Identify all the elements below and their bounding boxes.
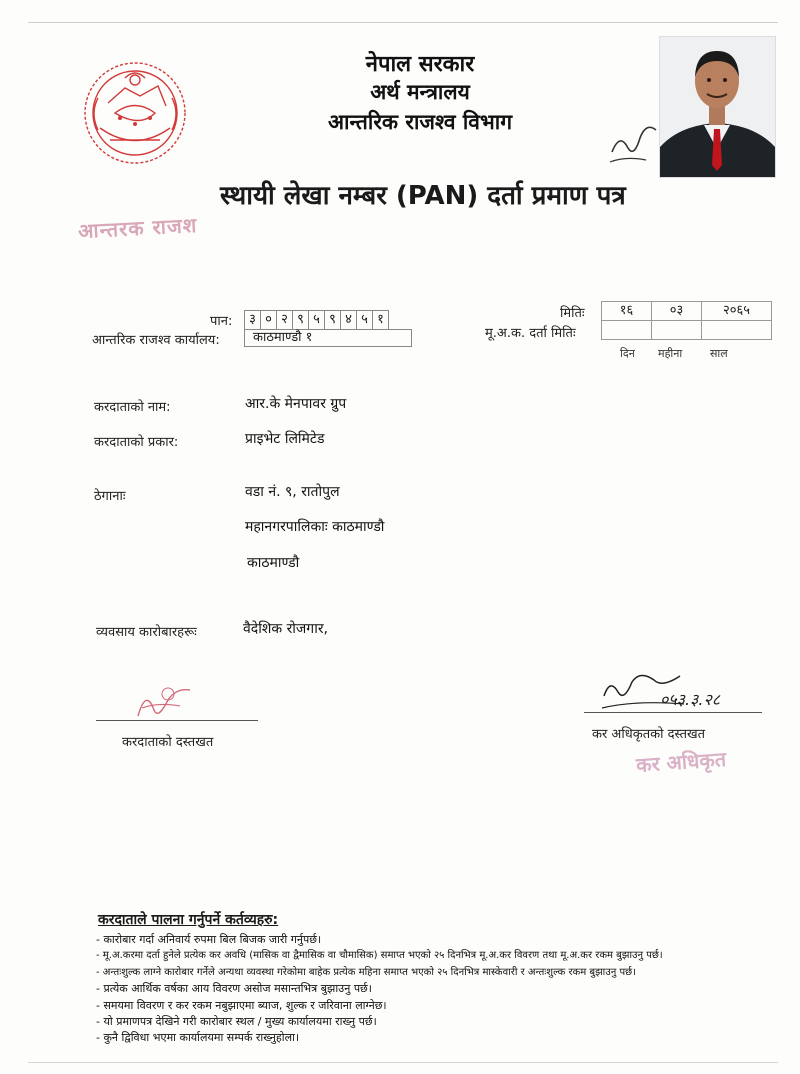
vat-date-label: मू.अ.क. दर्ता मितिः — [485, 326, 576, 341]
vat-date-year — [701, 320, 772, 340]
ministry-name: अर्थ मन्त्रालय — [370, 80, 470, 104]
taxpayer-signature-line — [96, 720, 258, 721]
vat-date-month — [651, 320, 702, 340]
duty-item: - प्रत्येक आर्थिक वर्षका आय विवरण असोज मसान्तभित्र बुझाउनु पर्छ। — [96, 982, 372, 996]
unit-day: दिन — [620, 347, 635, 360]
taxpayer-signature-icon — [128, 680, 200, 724]
duty-item: - यो प्रमाणपत्र देखिने गरी कारोबार स्थल / मुख्य कार्यालयमा राख्नु पर्छ। — [96, 1015, 377, 1029]
date-label: मितिः — [560, 306, 585, 321]
pan-digit: ९ — [293, 311, 309, 329]
unit-year: साल — [710, 347, 728, 360]
business-value: वैदेशिक रोजगार, — [243, 621, 328, 637]
certificate-title: स्थायी लेखा नम्बर (PAN) दर्ता प्रमाण पत्र — [220, 181, 626, 211]
pan-digit: ५ — [357, 311, 373, 329]
officer-stamp: कर अधिकृत — [635, 746, 727, 778]
address-line3: काठमाण्डौ — [247, 555, 300, 571]
holder-photo — [659, 36, 776, 178]
person-photo-icon — [660, 37, 775, 177]
duties-title: करदाताले पालना गर्नुपर्ने कर्तव्यहरु: — [98, 912, 279, 928]
date-day: १६ — [601, 301, 652, 321]
date-year: २०६५ — [701, 301, 772, 321]
date-grid — [602, 302, 772, 340]
taxpayer-name-label: करदाताको नाम: — [94, 400, 171, 415]
pan-number-boxes — [244, 310, 389, 330]
officer-sign-date: ०५३.३.२८ — [660, 690, 721, 709]
vat-date-day — [601, 320, 652, 340]
taxpayer-type-value: प्राइभेट लिमिटेड — [245, 431, 325, 447]
unit-month: महीना — [658, 347, 683, 360]
pan-digit: ० — [261, 311, 277, 329]
duties-list — [96, 932, 663, 1047]
address-label: ठेगानाः — [94, 489, 126, 504]
duty-item: - कुनै द्विविधा भएमा कार्यालयमा सम्पर्क राख्नुहोला। — [96, 1031, 300, 1045]
address-line1: वडा नं. ९, रातोपुल — [245, 484, 340, 500]
pan-digit: १ — [377, 312, 384, 327]
pan-label: पान: — [210, 314, 233, 329]
duty-item: - अन्तःशुल्क लाग्ने कारोबार गर्नेले अन्यथा व्यवस्था गरेकोमा बाहेक प्रत्येक महिना समाप्त भएको २५ दिनभित्र मास्केवारी र अन्तःशुल्क रकम बुझाउनु पर्छ। — [96, 966, 636, 978]
taxpayer-signature-label: करदाताको दस्तखत — [122, 735, 214, 750]
page-edge-bottom — [28, 1062, 778, 1063]
photo-signature-icon — [606, 112, 662, 172]
pan-digit: ५ — [309, 311, 325, 329]
taxpayer-name-value: आर.के मेनपावर ग्रुप — [245, 396, 347, 412]
pan-digit: ३ — [245, 311, 261, 329]
page-edge-top — [28, 22, 778, 23]
office-stamp-left: आन्तरक राजश — [77, 212, 198, 244]
duty-item: - मू.अ.करमा दर्ता हुनेले प्रत्येक कर अवधि (मासिक वा द्वैमासिक वा चौमासिक) समाप्त भएको २५ दिनभित्र मू.अ.कर विवरण तथा मू.अ.कर रकम बुझाउनु पर्छ। — [96, 950, 663, 962]
pan-digit: २ — [277, 311, 293, 329]
duty-item: - कारोबार गर्दा अनिवार्य रुपमा बिल बिजक जारी गर्नुपर्छ। — [96, 933, 322, 946]
duty-item: - समयमा विवरण र कर रकम नबुझाएमा ब्याज, शुल्क र जरिवाना लाग्नेछ। — [96, 998, 387, 1012]
pan-digit: ४ — [341, 311, 357, 329]
taxpayer-type-label: करदाताको प्रकार: — [94, 435, 179, 450]
officer-signature-line — [584, 712, 762, 713]
officer-signature-label: कर अधिकृतको दस्तखत — [592, 727, 706, 742]
pan-digit: ९ — [325, 311, 341, 329]
office-value: काठमाण्डौ १ — [244, 329, 412, 347]
date-month: ०३ — [651, 301, 702, 321]
business-label: व्यवसाय कारोबारहरूः — [96, 625, 197, 640]
office-label: आन्तरिक राजश्व कार्यालय: — [92, 333, 220, 348]
department-name: आन्तरिक राजश्व विभाग — [327, 110, 513, 134]
govt-name: नेपाल सरकार — [365, 52, 475, 77]
address-line2: महानगरपालिकाः काठमाण्डौ — [245, 519, 385, 535]
